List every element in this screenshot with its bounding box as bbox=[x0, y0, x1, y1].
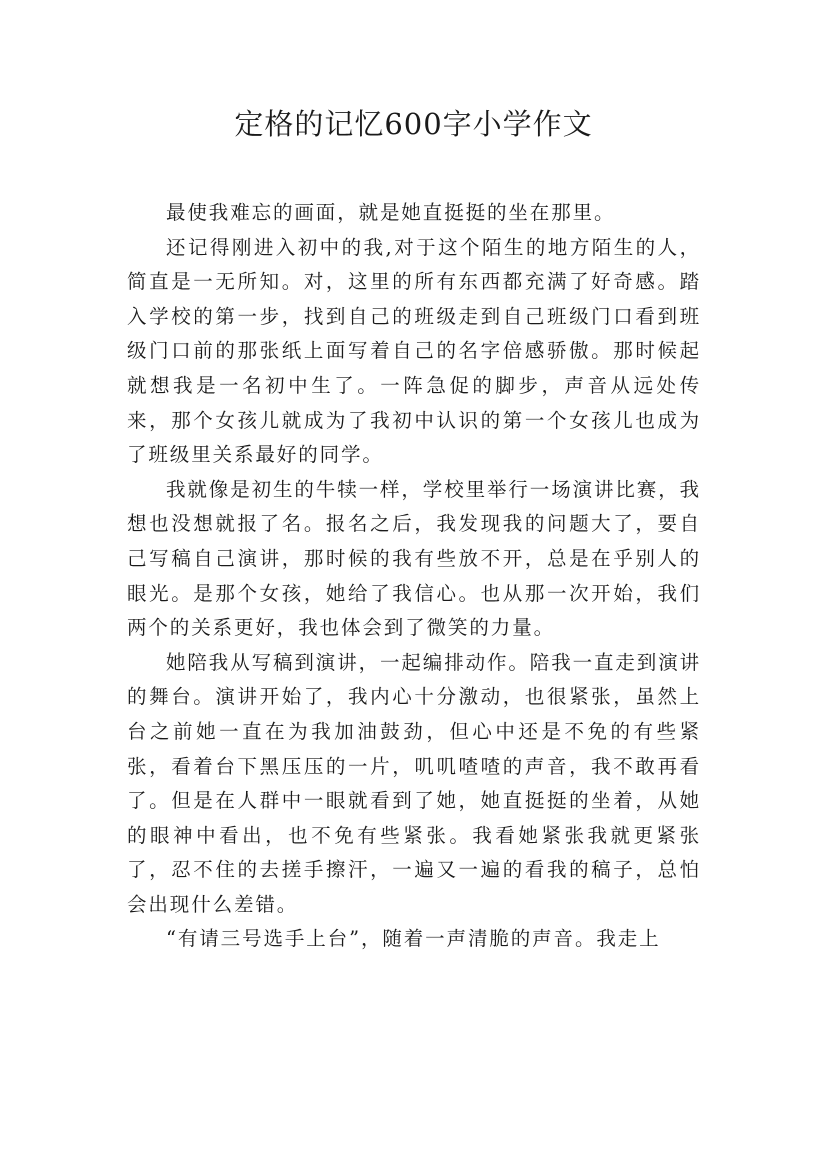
paragraph: 我就像是初生的牛犊一样，学校里举行一场演讲比赛，我想也没想就报了名。报名之后，我发现我的问题大了，要自己写稿自己演讲，那时候的我有些放不开，总是在乎别人的眼光。是那个女孩，她给了我信心。也从那一次开始，我们两个的关系更好，我也体会到了微笑的力量。 bbox=[127, 477, 702, 640]
paragraph: 最使我难忘的画面，就是她直挺挺的坐在那里。 bbox=[166, 201, 616, 224]
document-title: 定格的记忆600字小学作文 bbox=[234, 107, 593, 141]
paragraph: “有请三号选手上台”，随着一声清脆的声音。我走上 bbox=[166, 927, 661, 951]
paragraph: 她陪我从写稿到演讲，一起编排动作。陪我一直走到演讲的舞台。演讲开始了，我内心十分激动，也很紧张，虽然上台之前她一直在为我加油鼓劲，但心中还是不免的有些紧张，看着台下黑压压的一片，叽叽喳喳的声音，我不敢再看了。但是在人群中一眼就看到了她，她直挺挺的坐着，从她的眼神中看出，也不免有些紧张。我看她紧张我就更紧张了，忍不住的去搓手擦汗，一遍又一遍的看我的稿子，总怕会出现什么差错。 bbox=[127, 650, 702, 916]
article-body bbox=[127, 196, 701, 957]
paragraph: 还记得刚进入初中的我,对于这个陌生的地方陌生的人，简直是一无所知。对，这里的所有东西都充满了好奇感。踏入学校的第一步，找到自己的班级走到自己班级门口看到班级门口前的那张纸上面写着自己的名字倍感骄傲。那时候起就想我是一名初中生了。一阵急促的脚步，声音从远处传来，那个女孩儿就成为了我初中认识的第一个女孩儿也成为了班级里关系最好的同学。 bbox=[127, 235, 701, 467]
